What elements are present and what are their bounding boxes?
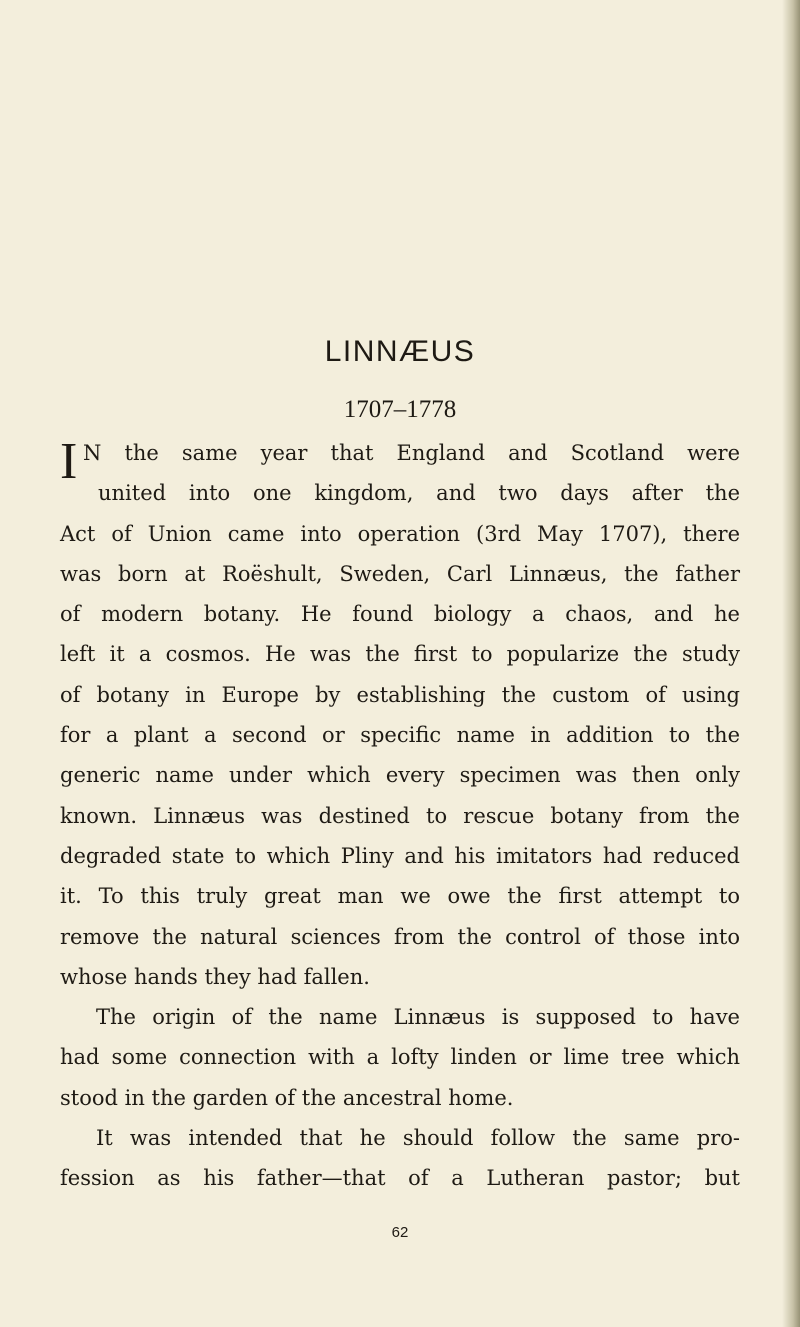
- text-line: of modern botany. He found biology a chaos, and he: [60, 602, 740, 627]
- text-line: generic name under which every specimen was then only: [60, 763, 740, 788]
- text-line: It was intended that he should follow the same pro-: [96, 1126, 740, 1151]
- text-line: The origin of the name Linnæus is supposed to have: [96, 1005, 740, 1030]
- text-line: whose hands they had fallen.: [60, 964, 370, 989]
- drop-cap: I: [60, 433, 78, 490]
- page-edge-shadow: [782, 0, 800, 1327]
- text-line: Act of Union came into operation (3rd May 1707), there: [60, 521, 740, 546]
- text-line: stood in the garden of the ancestral home.: [60, 1085, 514, 1110]
- text-line: it. To this truly great man we owe the first attempt to: [60, 884, 740, 909]
- text-line: of botany in Europe by establishing the custom of using: [60, 682, 740, 707]
- text-line: for a plant a second or specific name in addition to the: [60, 723, 740, 748]
- body-text: [60, 433, 740, 1199]
- text-line: fession as his father—that of a Lutheran pastor; but: [60, 1166, 740, 1191]
- text-line: degraded state to which Pliny and his imitators had reduced: [60, 843, 740, 868]
- text-line: remove the natural sciences from the control of those into: [60, 924, 740, 949]
- text-line: united into one kingdom, and two days after the: [98, 481, 740, 506]
- page-title: LINNÆUS: [324, 335, 476, 368]
- text-line: had some connection with a lofty linden or lime tree which: [60, 1045, 740, 1070]
- text-line: was born at Roëshult, Sweden, Carl Linnæus, the father: [60, 561, 740, 586]
- page-number: 62: [391, 1224, 409, 1241]
- life-dates: 1707–1778: [343, 396, 457, 423]
- text-line: N the same year that England and Scotland were: [83, 441, 740, 465]
- text-line: known. Linnæus was destined to rescue botany from the: [60, 803, 740, 828]
- text-line: left it a cosmos. He was the first to popularize the study: [60, 642, 740, 667]
